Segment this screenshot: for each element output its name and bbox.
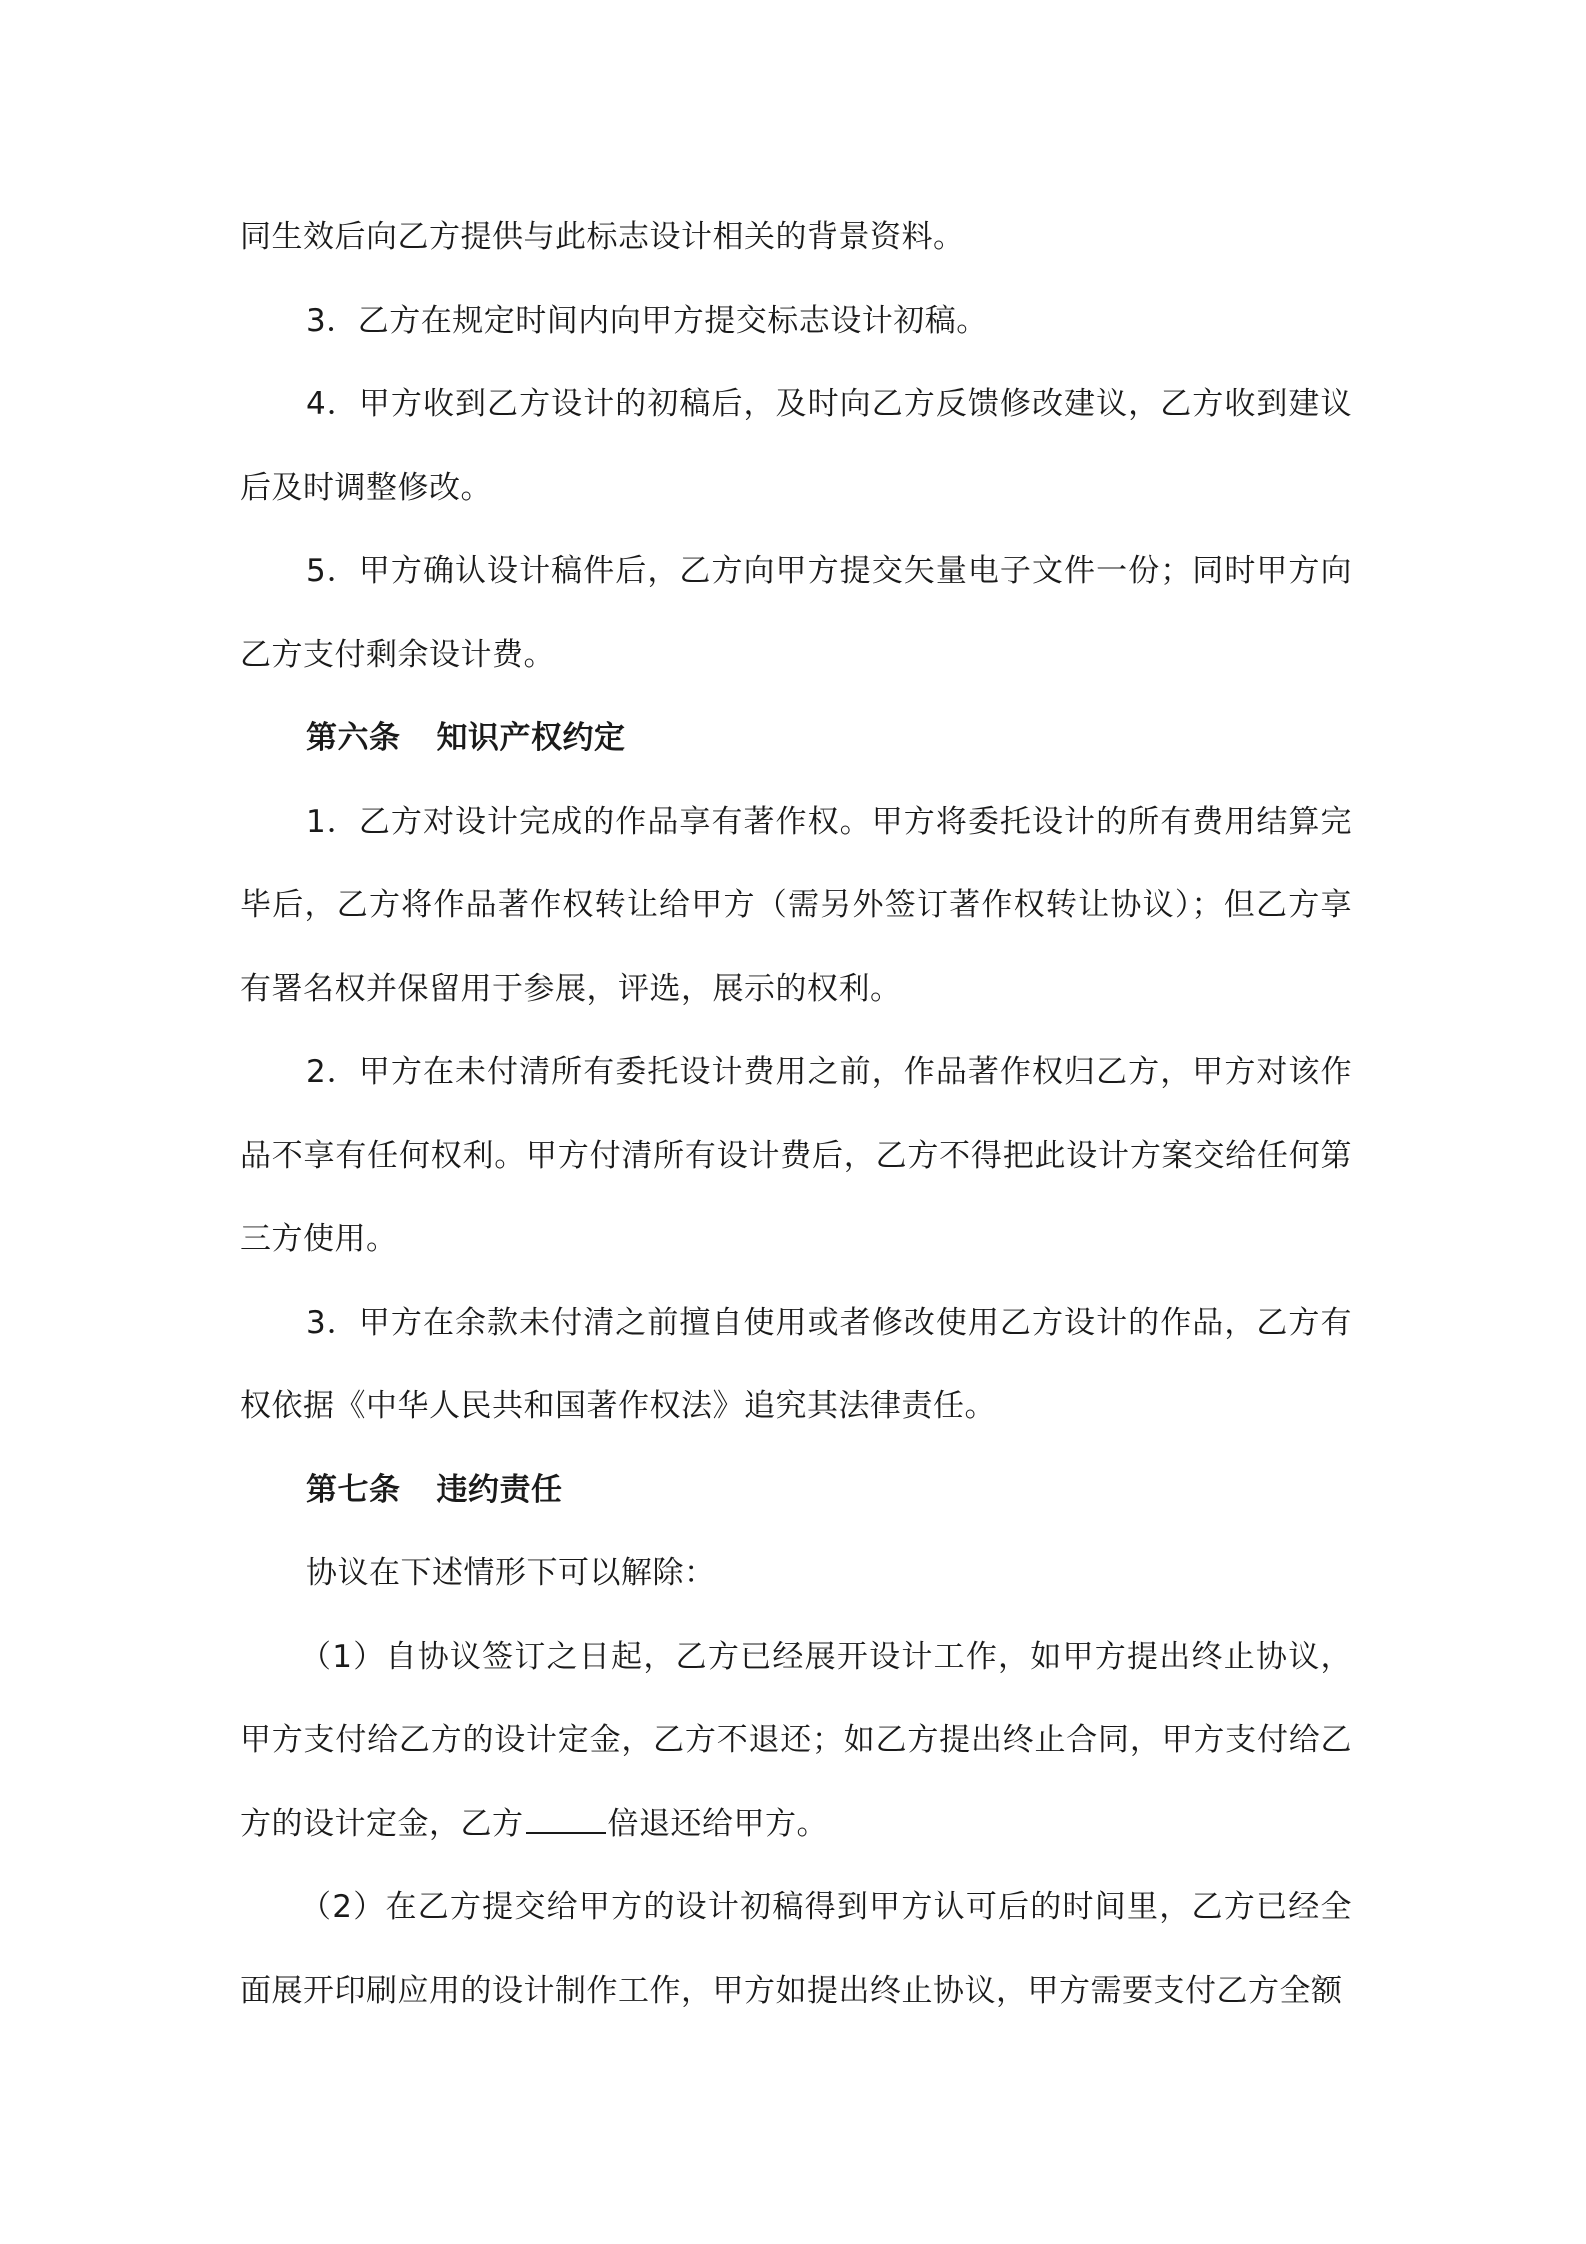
- termination-case-1-tail: 倍退还给甲方。: [607, 1805, 828, 1842]
- article-6-heading: [240, 697, 1352, 781]
- article-7-title: 违约责任: [436, 1471, 563, 1508]
- clause-item-3: 3．乙方在规定时间内向甲方提交标志设计初稿。: [306, 302, 988, 339]
- clause-item-4: 4．甲方收到乙方设计的初稿后，及时向乙方反馈修改建议，乙方收到建议后及时调整修改。: [240, 386, 1352, 506]
- ip-clause-1: 1．乙方对设计完成的作品享有著作权。甲方将委托设计的所有费用结算完毕后，乙方将作品著作权转让给甲方（需另外签订著作权转让协议）；但乙方享有署名权并保留用于参展，评选，展示的权利。: [240, 803, 1352, 1007]
- document-body: [240, 196, 1352, 2033]
- paragraph-continuation: 同生效后向乙方提供与此标志设计相关的背景资料。: [240, 219, 965, 255]
- termination-intro: 协议在下述情形下可以解除：: [306, 1555, 716, 1591]
- termination-case-2: （2）在乙方提交给甲方的设计初稿得到甲方认可后的时间里，乙方已经全面展开印刷应用的设计制作工作，甲方如提出终止协议，甲方需要支付乙方全额: [240, 1889, 1352, 2009]
- fill-in-blank[interactable]: [526, 1806, 606, 1834]
- article-7-heading: [240, 1449, 1352, 1533]
- article-7-label: 第七条: [306, 1471, 401, 1508]
- termination-case-1: [240, 1616, 1352, 1867]
- termination-case-1-text: （1）自协议签订之日起，乙方已经展开设计工作，如甲方提出终止协议，甲方支付给乙方的设计定金，乙方不退还；如乙方提出终止合同，甲方支付给乙方的设计定金，乙方: [240, 1638, 1352, 1842]
- article-6-title: 知识产权约定: [436, 720, 626, 756]
- ip-clause-3: 3．甲方在余款未付清之前擅自使用或者修改使用乙方设计的作品，乙方有权依据《中华人民共和国著作权法》追究其法律责任。: [240, 1304, 1352, 1424]
- ip-clause-2: 2．甲方在未付清所有委托设计费用之前，作品著作权归乙方，甲方对该作品不享有任何权利。甲方付清所有设计费后，乙方不得把此设计方案交给任何第三方使用。: [240, 1054, 1352, 1257]
- clause-item-5: 5．甲方确认设计稿件后，乙方向甲方提交矢量电子文件一份；同时甲方向乙方支付剩余设计费。: [240, 553, 1352, 673]
- article-6-label: 第六条: [306, 720, 401, 756]
